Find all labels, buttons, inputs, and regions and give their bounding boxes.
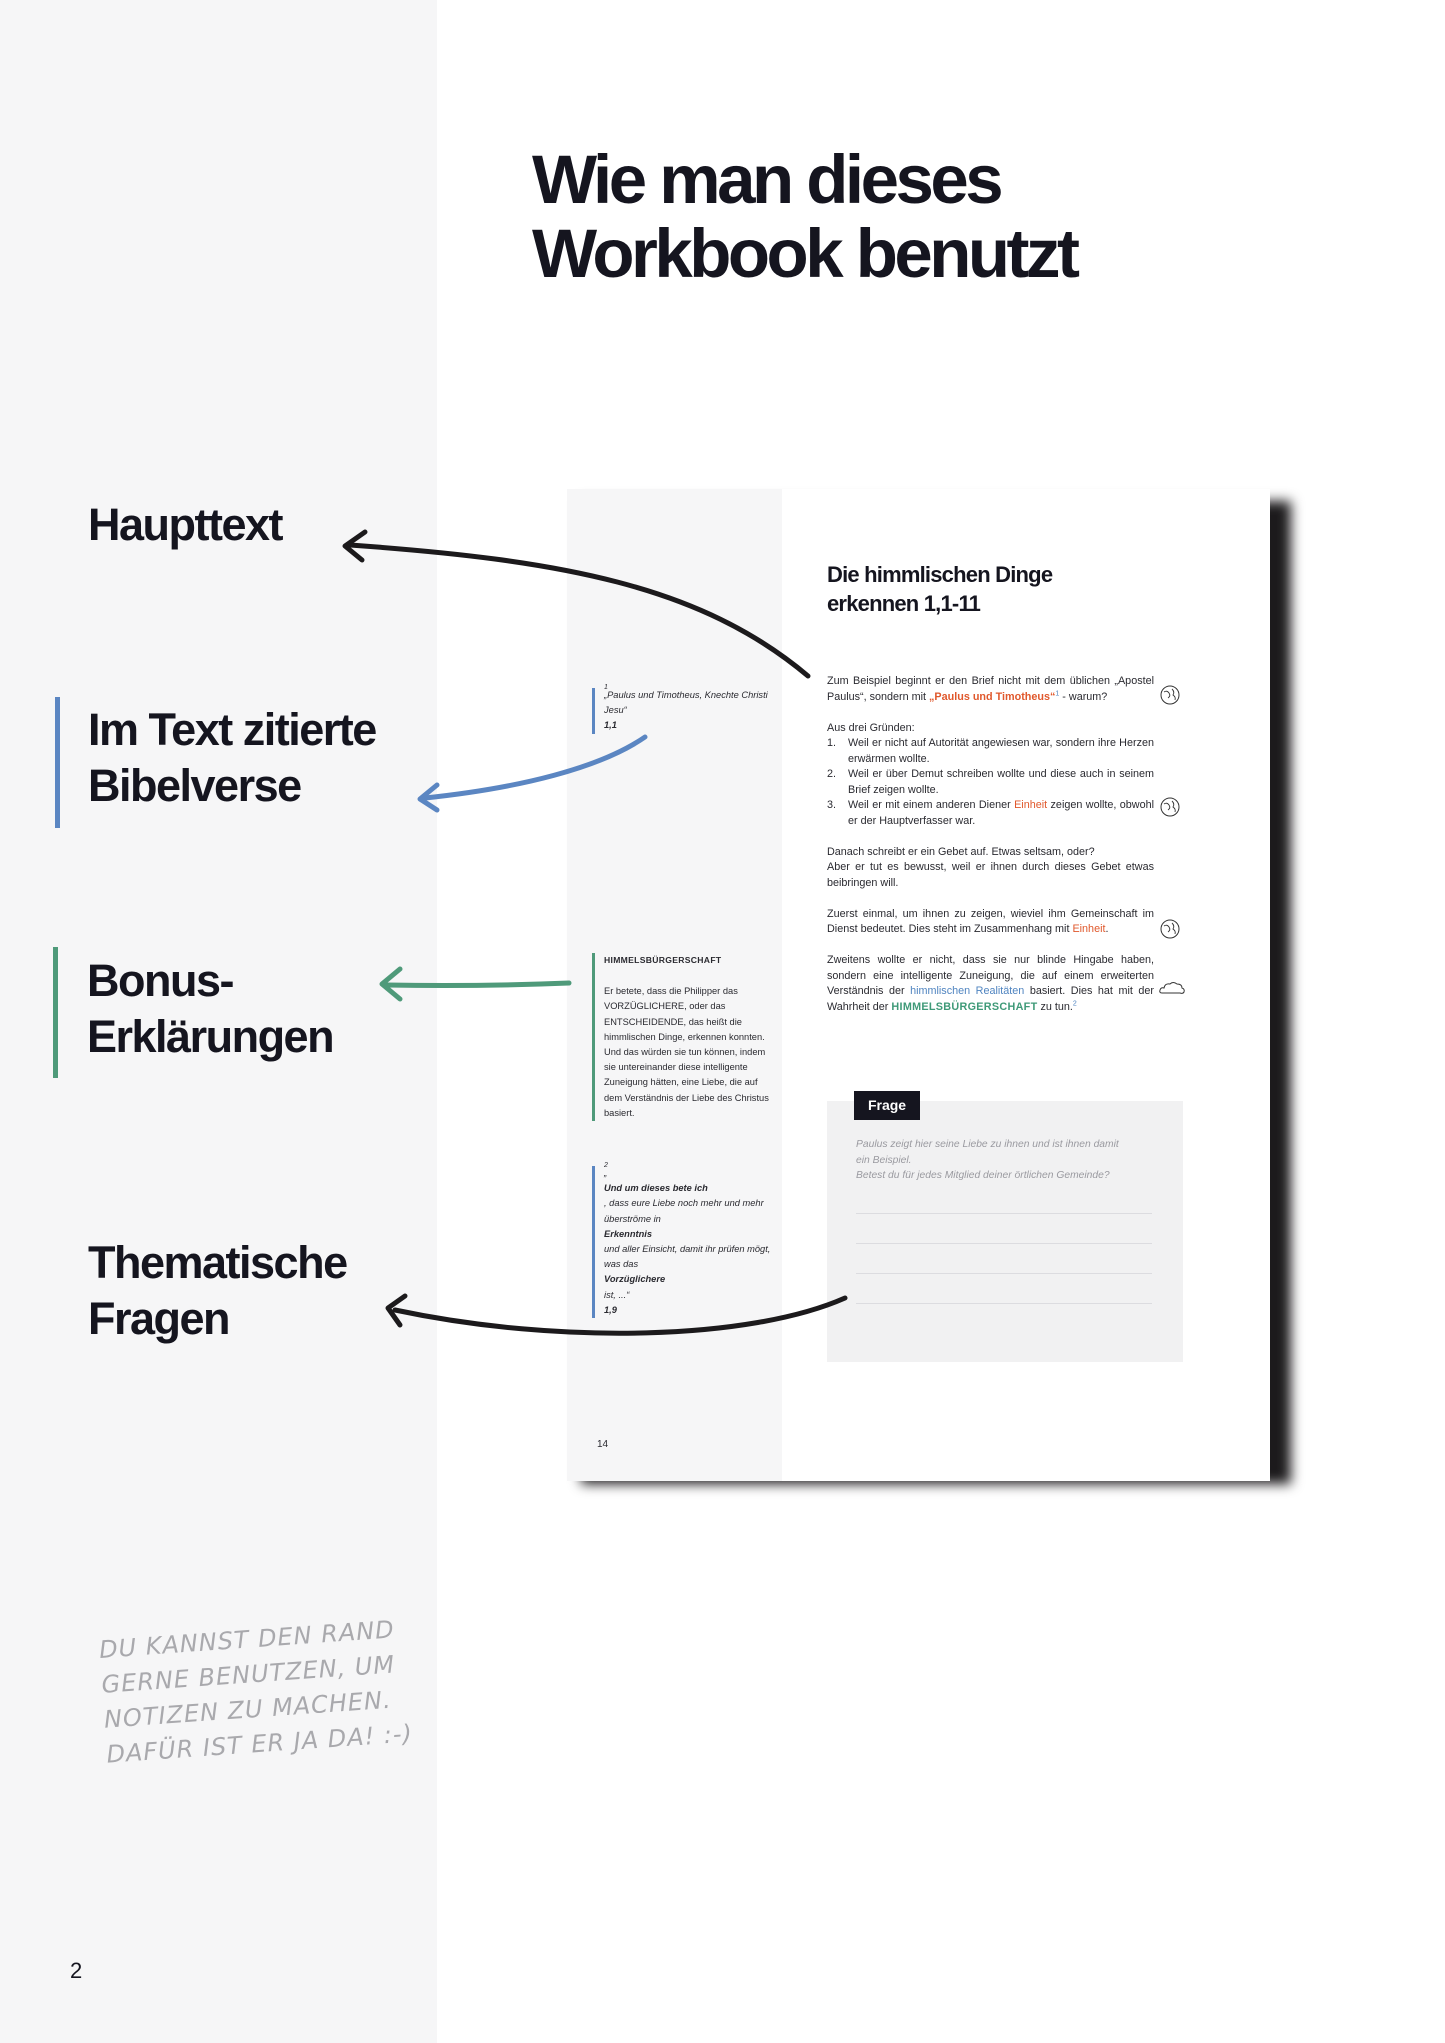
answer-line [856,1273,1152,1274]
text: Weil er über Demut schreiben wollte und diese auch in seinem Brief zeigen wollte. [848,768,1154,796]
side-note-bonus [592,953,776,1121]
text: , dass eure Liebe noch mehr und mehr überströme in [604,1198,764,1224]
list-number: 1. [827,737,837,749]
verse-reference: 1,1 [604,720,617,731]
label-bibelverse [88,702,376,814]
globe-icon [1159,796,1181,818]
list-item [827,798,1154,829]
answer-line [856,1213,1152,1214]
label-haupttext-text: Haupttext [88,499,283,550]
label-bonus-line: Bonus- [87,955,233,1006]
text: Zweitens wollte er nicht, dass sie nur blinde Hingabe haben, sondern eine intelligente Zuneigung, die auf einem erweiterten Verständnis der [827,954,1154,997]
handwritten-note-line: DAFÜR IST ER JA DA! :-) [105,1719,414,1769]
label-bar-blue [55,697,60,828]
highlight-orange: Einheit [1014,799,1048,811]
text: Weil er mit einem anderen Diener [848,799,1015,811]
label-bonus-line: Erklärungen [87,1011,334,1062]
mockup-paragraph: Aus drei Gründen: [827,721,915,734]
handwritten-note-line: GERNE BENUTZEN, UM [100,1650,396,1699]
mockup-paragraph [827,907,1154,938]
mockup-page-number: 14 [597,1439,609,1450]
text: zeigen wollte, obwohl er der Hauptverfasser war. [848,799,1154,827]
mockup-title [827,560,1187,618]
highlight-green: HIMMELSBÜRGERSCHAFT [891,1000,1038,1013]
list-number: 2. [827,768,837,780]
label-bar-green [53,947,58,1078]
mockup-main-text [827,674,1154,1031]
footnote-marker: 1 [1055,689,1060,697]
answer-line [856,1243,1152,1244]
label-bibelverse-line: Bibelverse [88,760,301,811]
side-note-bar-blue [592,1166,595,1318]
cloud-icon [1158,977,1186,999]
text: Zum Beispiel beginnt er den Brief nicht mit dem üblichen „Apostel Paulus“, sondern mit [827,675,1154,703]
highlight-blue: himmlischen Realitäten [910,985,1025,997]
mockup-paragraph: Danach schreibt er ein Gebet auf. Etwas seltsam, oder? [827,845,1095,858]
text-bold: Vorzüglichere [604,1274,666,1285]
text-bold: Erkenntnis [604,1228,653,1239]
question-line: Betest du für jedes Mitglied deiner örtlichen Gemeinde? [856,1170,1110,1181]
verse-text: 1 „Paulus und Timotheus, Knechte Christi Jesu“ 1,1 [604,688,776,734]
handwritten-note-line: DU KANNST DEN RAND [98,1615,396,1664]
text: Zuerst einmal, um ihnen zu zeigen, wieviel ihm Gemeinschaft im Dienst bedeutet. Dies steht im Zusammenhang mit [827,907,1154,935]
answer-line [856,1303,1152,1304]
side-note-verse [592,684,776,734]
bonus-heading: HIMMELSBÜRGERSCHAFT [604,955,722,965]
text: Weil er nicht auf Autorität angewiesen war, sondern ihre Herzen erwärmen wollte. [848,737,1154,765]
highlight-orange: „Paulus und Timotheus“ [929,690,1056,703]
list-item [827,767,1154,798]
globe-icon [1159,918,1181,940]
page-title-line: Workbook benutzt [532,215,1077,292]
question-text [856,1137,1146,1184]
question-line: Paulus zeigt hier seine Liebe zu ihnen und ist ihnen damit [856,1139,1119,1150]
text: und aller Einsicht, damit ihr prüfen mögt, was das [604,1244,771,1270]
text: - warum? [1059,690,1108,703]
mockup-paragraph [827,953,1154,1015]
globe-icon [1159,684,1181,706]
bonus-text: Er betete, dass die Philipper das VORZÜGLICHERE, oder das ENTSCHEIDENDE, das heißt die himmlischen Dinge, erkennen konnten. Und das würden sie tun können, indem sie untereinander diese intelligente Zuneigung hätten, eine Liebe, die auf dem Verständnis der Liebe des Christus basiert. [604,986,769,1118]
label-haupttext [88,497,282,553]
verse-reference: 1,9 [604,1304,617,1315]
list-item [827,736,1154,767]
question-label: Frage [854,1091,920,1120]
text: basiert. Dies hat mit der Wahrheit der [827,985,1154,1013]
label-fragen-line: Thematische [88,1237,347,1288]
footnote-marker: 2 [1072,999,1077,1007]
label-bibelverse-line: Im Text zitierte [88,704,376,755]
text: ist, ...“ [604,1289,630,1300]
text: . [1105,923,1109,935]
label-bonus [87,953,333,1065]
handwritten-note [98,1608,467,1773]
list-number: 3. [827,799,837,811]
page-number: 2 [70,1958,83,1983]
page-title [532,143,1292,291]
mockup-title-line: Die himmlischen Dinge [827,562,1053,587]
mockup-title-line: erkennen 1,1-11 [827,591,981,616]
side-note-bar-blue [592,688,595,734]
workbook-page-mockup [567,489,1270,1481]
label-fragen-line: Fragen [88,1293,230,1344]
mockup-paragraph: Aber er tut es bewusst, weil er ihnen durch dieses Gebet etwas beibringen will. [827,861,1154,889]
side-note-verse [592,1162,776,1318]
side-note-bar-green [592,953,595,1121]
text: zu tun. [1037,1000,1073,1013]
text: „Paulus und Timotheus, Knechte Christi Jesu“ [604,690,768,716]
mockup-reasons-list [827,736,1154,829]
mockup-paragraph [827,674,1154,705]
label-fragen [88,1235,347,1347]
handwritten-note-line: NOTIZEN ZU MACHEN. [103,1685,393,1734]
question-line: ein Beispiel. [856,1154,912,1166]
text: „ [604,1168,608,1178]
text-bold: Und um dieses bete ich [604,1183,708,1194]
page-title-line: Wie man dieses [532,141,1001,218]
highlight-orange: Einheit [1072,923,1106,935]
verse-text: 2 „ Und um dieses bete ich , dass eure Liebe noch mehr und mehr überströme in Erkenntnis und aller Einsicht, damit ihr prüfen mögt, was das Vorzüglichere ist, ...“ 1,9 [604,1166,776,1318]
